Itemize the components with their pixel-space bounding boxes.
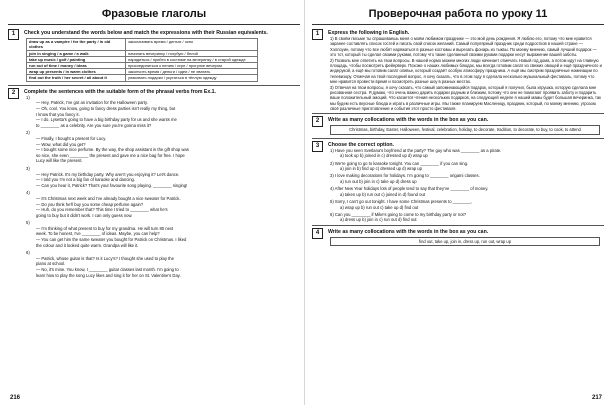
exercise-number: 4	[312, 228, 323, 239]
exercise-2	[310, 116, 606, 135]
item-number: 2)	[26, 130, 30, 136]
exercise-instruction: Complete the sentences with the suitable form of the phrasal verbs from Ex.1.	[24, 88, 216, 95]
section-divider	[8, 85, 300, 86]
section-divider	[312, 138, 604, 139]
english-expression: wrap up presents / in warm clothes	[27, 69, 126, 75]
russian-equivalent: закончить время / деньги / идеи / не хватать	[126, 69, 258, 75]
section-divider	[312, 225, 604, 226]
dialogue-line: the colour and it looked quite warm. Grandpa will like it.	[36, 242, 139, 248]
question-item	[330, 148, 602, 159]
question-text: 5) Sorry, I can't go out tonight. I have some Christmas presents to ________.	[330, 199, 473, 205]
exercise-3	[310, 141, 606, 223]
english-expression: run out of time / money / ideas	[27, 63, 126, 69]
dialogue-item	[26, 130, 302, 164]
table-row	[27, 56, 258, 62]
question-text: 4) After New Year holidays lots of people tend to say that they've ________ of money.	[330, 186, 489, 192]
exercise-1	[6, 29, 302, 82]
exercise-number: 2	[312, 116, 323, 127]
dialogue-item	[26, 220, 302, 248]
dialogue-line: — Hey Patrick. It's my birthday party. Why aren't you enjoying it? Let's dance.	[36, 171, 180, 177]
exercise-instruction: Check you understand the words below and match the expressions with their Russian equivalents.	[24, 30, 268, 36]
question-text: 1) Have you seen Svetlana's boyfriend at the party? The guy who was ________ as a pirate.	[330, 147, 502, 153]
english-expression: find out the truth / her secret / all about it	[27, 75, 126, 81]
english-expression: join in singing / a game / a walk	[27, 50, 126, 56]
dialogue-line: — Patrick, whose guitar is that? Is it Lucy's? I thought she used to play the	[36, 255, 174, 261]
item-number: 5)	[26, 220, 30, 226]
exercise-2	[6, 88, 302, 279]
question-item	[330, 199, 602, 210]
title-rule	[312, 24, 604, 25]
book-gutter	[304, 0, 305, 405]
question-text: 2) We're going to go to karaoke tonight. You can ________ if you can sing.	[330, 160, 469, 166]
dialogue-line: — No, it's mine. You know, I ________ guitar classes last month. I'm going to	[36, 267, 179, 273]
dialogue-line: — Huh, do you remember that? This time I tried to ________ what he's	[36, 207, 168, 213]
exercise-number: 3	[312, 141, 323, 152]
dialogue-list	[6, 95, 302, 278]
dialogue-line: Lucy will like the present.	[36, 158, 83, 164]
dialogue-item	[26, 166, 302, 188]
dialogue-line: learn how to play the song Lucy likes and sing it for her on St. Valentine's Day.	[36, 272, 181, 278]
table-row	[27, 39, 258, 50]
dialogue-line: — Hey, Patrick, I've got an invitation for the Halloween party.	[36, 100, 148, 106]
dialogue-line: I know that you fancy it.	[36, 111, 80, 117]
page-title: Фразовые глаголы	[101, 8, 207, 20]
english-expression: draw up as a vampire / for the party / in old clothes	[27, 39, 126, 50]
exercise-1	[310, 29, 606, 111]
title-rule	[8, 24, 300, 25]
answer-options: a) dress up b) join in c) run out d) find out	[340, 217, 417, 223]
question-item	[330, 186, 602, 197]
dialogue-line: — Do you think he'll buy you some cheap perfume again?	[36, 201, 144, 207]
table-row	[27, 75, 258, 81]
dialogue-line: so nice, she even ________ the present and gave me a nice bag for free. I hope	[36, 152, 185, 158]
russian-equivalent: упаковать подарки / укутаться в тёплую одежду	[126, 75, 258, 81]
dialogue-line: — You can get him the same sweater you bought for Patrick on Christmas. I liked	[36, 237, 187, 243]
translation-list	[330, 36, 602, 111]
dialogue-line: — Finally, I bought a present for Lucy.	[36, 135, 107, 141]
dialogue-line: — I'm thinking of what present to buy for my grandma. He will turn 80 next	[36, 225, 174, 231]
exercise-number: 1	[8, 29, 19, 40]
list-item: 3) Отвечая на твои вопросы, я хочу сказать, что самый запоминающийся подарок, который я получил, была игрушка, которую сделала мне рисованная сестра. Я думаю, что очень важно дарить подарки родным и близким, потому что они не помогают проявить заботу и подарить ваше положительный эмоций. Что касается чтения нескольких подарков, на следующей неделе я нашей мамы будет большая вечеринка, так мы будем есть вкусные блюда и играть в различные игры. Мы также планируем Масленицу, праздник, который, по моему мнению, угрозою своё различные приготовление и события этот просто фестиваля.	[330, 85, 601, 111]
dialogue-line: to ________ as a celebrity. Are you sure you're gonna miss it?	[36, 122, 152, 128]
russian-equivalent: нарядиться / прийти в костюме на вечеринку / в старой одежде	[126, 56, 258, 62]
dialogue-item	[26, 190, 302, 218]
exercise-instruction: Express the following in English.	[328, 30, 410, 36]
dialogue-line: week. To be honest, I've ________ of ideas. Maybe, you can help?	[36, 231, 160, 237]
question-item	[330, 161, 602, 172]
section-divider	[312, 113, 604, 114]
russian-equivalent: присоединиться к пению / игре / прогулке вечером	[126, 63, 258, 69]
matching-table	[26, 38, 258, 81]
list-item: 2) Позволь мне ответить на твои вопросы. В нашей нормо можем многих люди начинает отмечать Новый год дома, а потом идут на главную площадь, чтобы посмотреть фейерверк. Похоже о наших любимых блюдах, мы всегда готовим салат из свежих овощей и ещё праздничного и индерукой, а ещё мы готовим салат оливье, который создаёт особую атмосферу праздника. А ещё мы смотрим праздничные номинации по телевизору. Отмечая на твой последний вопрос, я хочу сказать, что в этом году я сделала несколько музыкальный фестиваль, потому что мне нравится провести время и посмотреть разные шоу в разных местах.	[330, 58, 602, 84]
answer-options: a) join in b) find up c) dressed up d) wrap up	[340, 166, 422, 172]
item-number: 4)	[26, 190, 30, 196]
word-box: Christmas, birthday, Easter, Halloween, festival, celebration, holiday, to decorate, tradition, to decorate, to buy, to cook, to attend	[330, 125, 600, 134]
dialogue-item	[26, 250, 302, 278]
dialogue-line: piano at school.	[36, 261, 66, 267]
dialogue-line: going to buy but it didn't work. I can only guess now.	[36, 212, 133, 218]
question-text: 6) Can you ________ if Mike's going to come to my birthday party or not?	[330, 211, 467, 217]
question-item	[330, 212, 602, 223]
answer-options: a) taken up b) run out c) joined in d) found out	[340, 191, 425, 197]
item-number: 1)	[26, 94, 30, 100]
question-text: 3) I love making decorations for holidays. I'm going to ________ origami classes.	[330, 173, 480, 179]
question-item	[330, 173, 602, 184]
exercise-number: 1	[312, 29, 323, 40]
dialogue-line: — I do. Lysetta's going to have a big birthday party for us and she wants me	[36, 117, 177, 123]
answer-options: a) run out b) join in c) take up d) dress up	[340, 178, 417, 184]
word-box: find out, take up, join in, dress up, run out, wrap up	[330, 237, 600, 246]
answer-options: a) wrap up b) run out c) take up d) find out	[340, 204, 419, 210]
exercise-instruction: Choose the correct option.	[328, 141, 395, 148]
list-item: 1) В своём письме ты спрашиваешь меня о моём любимом празднике — это мой день рождения. Я люблю его, потому что мне нравится заранее составлять список гостей и писать свой список желаний. Самый популярный праздник среди подростков в нашей стране — Хэллоуин, потому что все любят наряжаться в разные костюмы и вырезать фонарь из тыквы. По моему мнению, самый лучший подарок — это тот, который ты сделал своими руками, потому что такие сделанный своими руками подарки несут выражение вашей заботы.	[330, 36, 597, 57]
right-page	[310, 0, 606, 405]
page-title: Проверочная работа по уроку 11	[368, 8, 548, 20]
english-expression: take up music / golf / painting	[27, 56, 126, 62]
page-number: 216	[10, 395, 21, 401]
dialogue-line: — Oh, cool. You know, going to fancy dress parties isn't really my thing, but	[36, 106, 176, 112]
exercise-number: 2	[8, 88, 19, 99]
russian-equivalent: начинать вечеринку / голубую / белой	[126, 50, 258, 56]
exercise-instruction: Write as many collocations with the words in the box as you can.	[328, 228, 489, 235]
answer-options: a) took up b) joined in c) dressed up d) wrap up	[340, 153, 428, 159]
item-number: 6)	[26, 250, 30, 256]
dialogue-line: — It's Christmas next week and I've already bought a nice sweater for Patrick.	[36, 195, 181, 201]
left-page	[6, 0, 302, 405]
dialogue-line: — I bought some nice perfume. By the way, the shop assistant in the gift shop was	[36, 147, 189, 153]
exercise-4	[310, 228, 606, 247]
exercise-instruction: Write as many collocations with the words in the box as you can.	[328, 117, 489, 124]
russian-equivalent: заколачивать время / деньги / окно	[126, 39, 258, 50]
dialogue-item	[26, 95, 302, 129]
dialogue-line: — I told you I'm not a big fan of karaoke and dancing.	[36, 177, 136, 183]
item-number: 3)	[26, 165, 30, 171]
dialogue-line: — Can you hear it, Patrick? That's your favourite song playing. ________ singing!	[36, 182, 188, 188]
dialogue-line: — Wow, what did you get?	[36, 141, 86, 147]
page-number: 217	[591, 395, 602, 401]
